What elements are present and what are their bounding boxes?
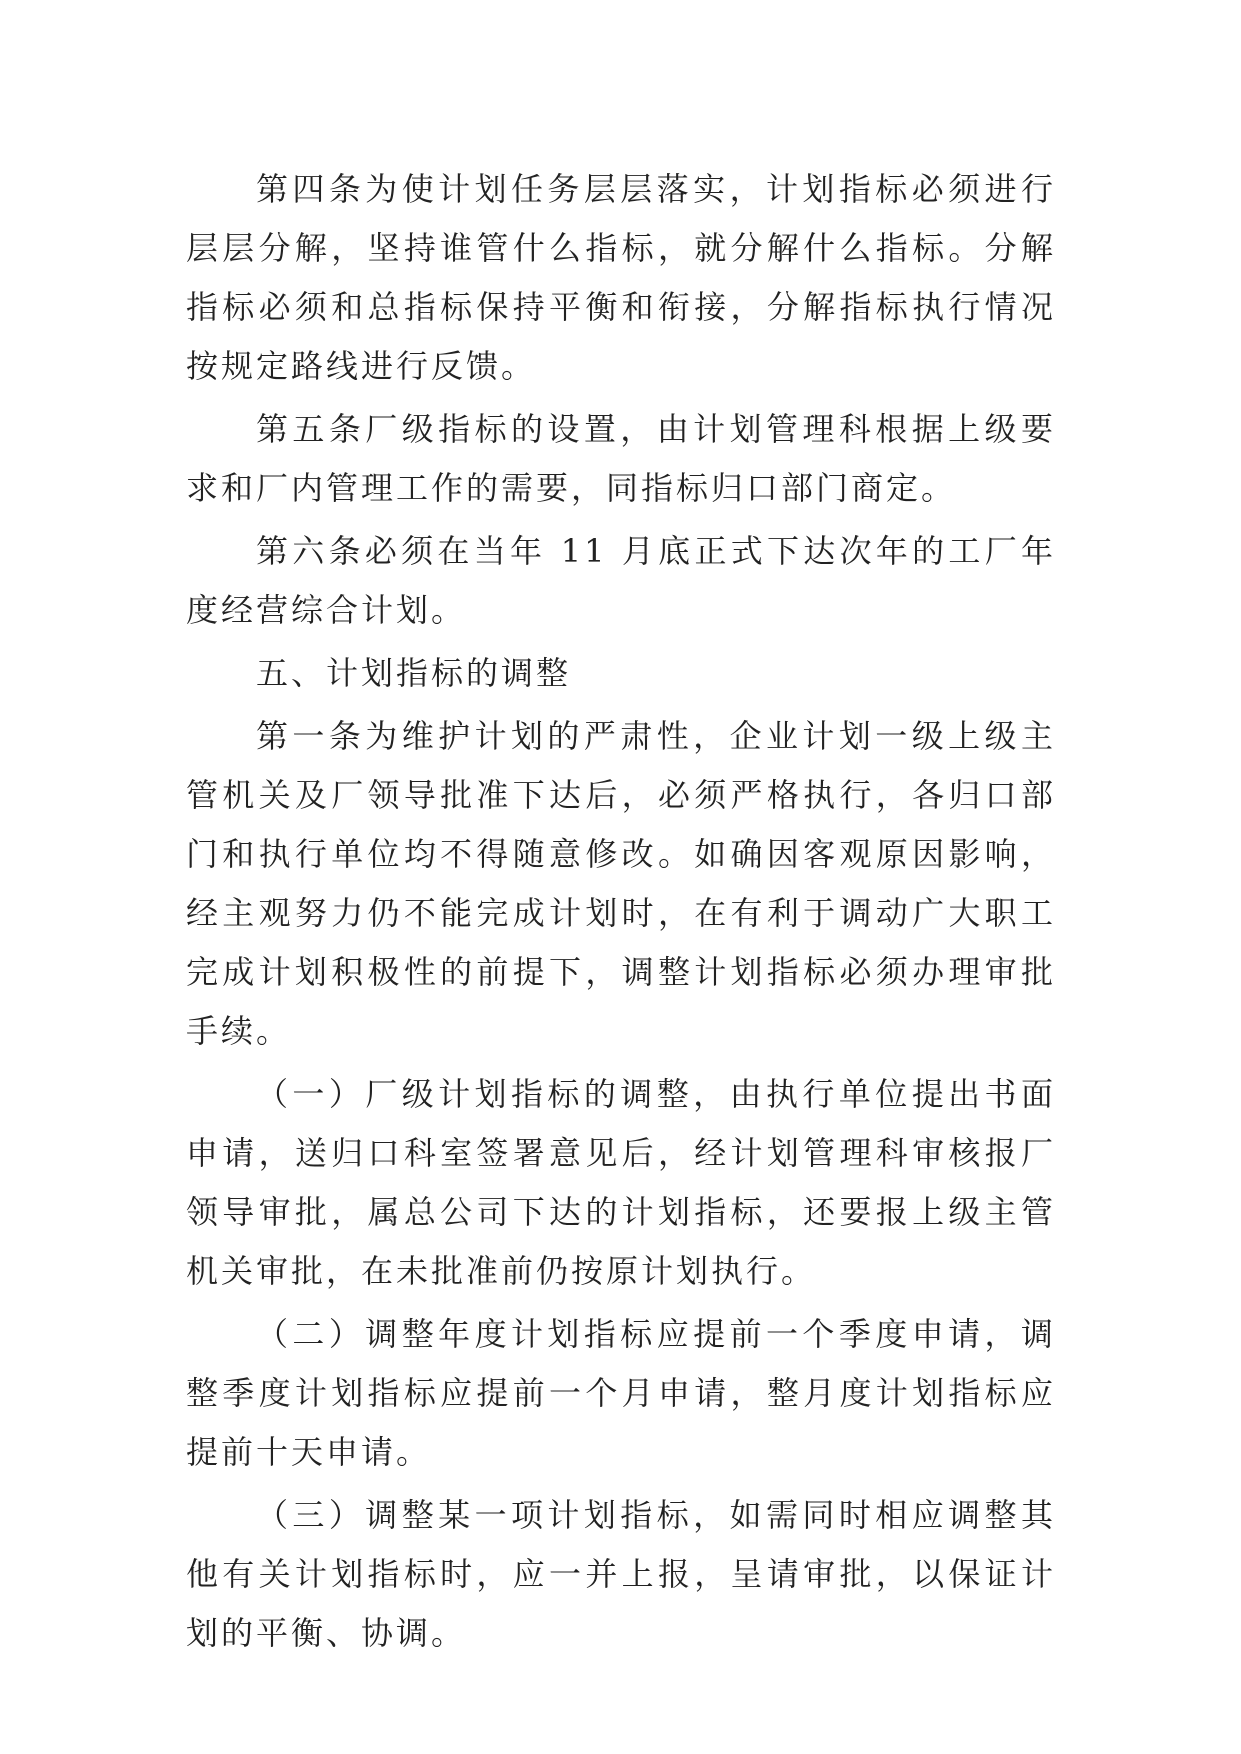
paragraph-article-6: 第六条必须在当年 11 月底正式下达次年的工厂年度经营综合计划。 (186, 532, 1056, 629)
paragraph-item-1: （一）厂级计划指标的调整，由执行单位提出书面申请，送归口科室签署意见后，经计划管理科审核报厂领导审批，属总公司下达的计划指标，还要报上级主管机关审批，在未批准前仍按原计划执行。 (186, 1075, 1056, 1290)
document-body (186, 160, 1056, 1667)
section-heading: 五、计划指标的调整 (256, 654, 572, 692)
paragraph-article-5: 第五条厂级指标的设置，由计划管理科根据上级要求和厂内管理工作的需要，同指标归口部门商定。 (186, 410, 1056, 507)
paragraph-item-3: （三）调整某一项计划指标，如需同时相应调整其他有关计划指标时，应一并上报，呈请审批，以保证计划的平衡、协调。 (186, 1496, 1056, 1652)
paragraph-article-4: 第四条为使计划任务层层落实，计划指标必须进行层层分解，坚持谁管什么指标，就分解什么指标。分解指标必须和总指标保持平衡和衔接，分解指标执行情况按规定路线进行反馈。 (186, 170, 1056, 385)
paragraph-item-2: （二）调整年度计划指标应提前一个季度申请，调整季度计划指标应提前一个月申请，整月度计划指标应提前十天申请。 (186, 1315, 1056, 1471)
paragraph-article-1: 第一条为维护计划的严肃性，企业计划一级上级主管机关及厂领导批准下达后，必须严格执行，各归口部门和执行单位均不得随意修改。如确因客观原因影响，经主观努力仍不能完成计划时，在有利于调动广大职工完成计划积极性的前提下，调整计划指标必须办理审批手续。 (186, 717, 1056, 1050)
